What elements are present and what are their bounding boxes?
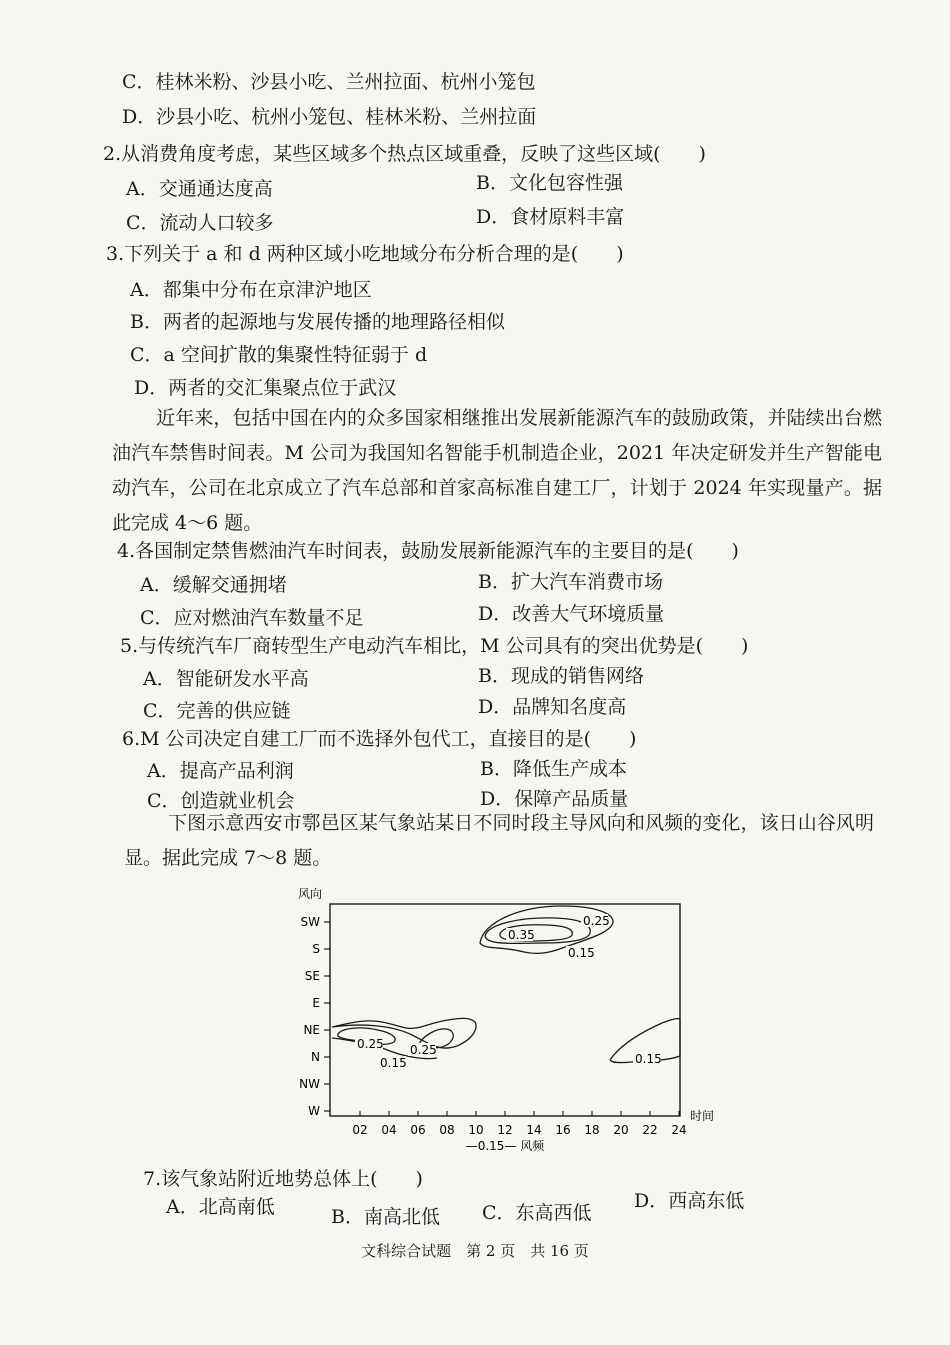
q6-option-b: B．降低生产成本: [480, 758, 627, 780]
q5-option-d: D．品牌知名度高: [478, 696, 627, 718]
contour-labels: [355, 914, 662, 1070]
q5-stem: 5.与传统汽车厂商转型生产电动汽车相比，M 公司具有的突出优势是( ): [120, 635, 749, 657]
contour-label: 0.15: [568, 946, 595, 960]
q6-option-a: A．提高产品利润: [147, 760, 294, 782]
q4-stem: 4.各国制定禁售燃油汽车时间表，鼓励发展新能源汽车的主要目的是( ): [117, 540, 739, 562]
q2-stem: 2.从消费角度考虑，某些区域多个热点区域重叠，反映了这些区域( ): [103, 143, 706, 165]
q4-option-d: D．改善大气环境质量: [478, 603, 665, 625]
q6-option-c: C．创造就业机会: [147, 790, 295, 812]
contour-label: 0.25: [357, 1037, 384, 1051]
q7-option-c: C．东高西低: [482, 1202, 592, 1224]
q3-option-c: C．a 空间扩散的集聚性特征弱于 d: [130, 344, 428, 366]
y-tick-label: E: [312, 996, 320, 1010]
x-tick-label: 02: [352, 1123, 368, 1137]
x-tick-label: 24: [671, 1123, 687, 1137]
q7-option-a: A．北高南低: [166, 1196, 275, 1218]
contour-label: 0.25: [410, 1043, 437, 1057]
wind-frequency-chart: [280, 880, 740, 1155]
q7-option-b: B．南高北低: [331, 1206, 440, 1228]
contour-sw-0.25: [485, 918, 590, 944]
x-tick-label: 06: [410, 1123, 426, 1137]
q2-option-a: A．交通通达度高: [126, 178, 273, 200]
passage-new-energy-vehicles: 近年来，包括中国在内的众多国家相继推出发展新能源汽车的鼓励政策，并陆续出台燃油汽车禁售时间表。M 公司为我国知名智能手机制造企业，2021 年决定研发并生产智能电动汽车，公司在北京成立了汽车总部和首家高标准自建工厂，计划于 2024 年实现量产。据此完成 4～6 题。: [112, 407, 882, 534]
q3-option-a: A．都集中分布在京津沪地区: [130, 279, 372, 301]
x-tick-label: 04: [381, 1123, 397, 1137]
plot-frame: [330, 904, 680, 1116]
q3-stem: 3.下列关于 a 和 d 两种区域小吃地域分布分析合理的是( ): [106, 243, 624, 265]
page-footer: 文科综合试题 第 2 页 共 16 页: [361, 1242, 589, 1260]
q1-option-d: D．沙县小吃、杭州小笼包、桂林米粉、兰州拉面: [122, 106, 537, 128]
chart-legend: —0.15— 风频: [465, 1139, 545, 1153]
q5-option-b: B．现成的销售网络: [478, 665, 644, 687]
passage-wind-chart: 下图示意西安市鄠邑区某气象站某日不同时段主导风向和风频的变化，该日山谷风明显。据此完成 7～8 题。: [124, 812, 874, 869]
contour-ne-0.15-a: [332, 1018, 476, 1048]
q2-option-d: D．食材原料丰富: [476, 206, 625, 228]
q4-option-a: A．缓解交通拥堵: [140, 574, 287, 596]
q4-option-c: C．应对燃油汽车数量不足: [140, 607, 364, 629]
x-tick-label: 08: [439, 1123, 455, 1137]
q1-option-c: C．桂林米粉、沙县小吃、兰州拉面、杭州小笼包: [122, 71, 536, 93]
q7-stem: 7.该气象站附近地势总体上( ): [143, 1168, 423, 1190]
contour-label: 0.25: [583, 914, 610, 928]
y-tick-label: W: [308, 1104, 320, 1118]
q7-option-d: D．西高东低: [634, 1190, 745, 1212]
x-tick-label: 12: [497, 1123, 513, 1137]
x-tick-label: 18: [584, 1123, 600, 1137]
q4-option-b: B．扩大汽车消费市场: [478, 571, 663, 593]
y-tick-label: S: [312, 942, 320, 956]
y-tick-label: NE: [303, 1023, 320, 1037]
q2-option-c: C．流动人口较多: [126, 212, 274, 234]
y-tick-label: SE: [304, 969, 320, 983]
x-tick-label: 16: [555, 1123, 571, 1137]
q6-option-d: D．保障产品质量: [480, 788, 629, 810]
contour-label: 0.15: [380, 1056, 407, 1070]
q3-option-b: B．两者的起源地与发展传播的地理路径相似: [130, 311, 505, 333]
q2-option-b: B．文化包容性强: [476, 172, 623, 194]
q5-option-c: C．完善的供应链: [143, 700, 291, 722]
contour-label: 0.15: [635, 1052, 662, 1066]
q6-stem: 6.M 公司决定自建工厂而不选择外包代工，直接目的是( ): [122, 728, 637, 750]
x-tick-label: 22: [642, 1123, 658, 1137]
y-axis-label: 风向: [297, 887, 323, 901]
x-tick-label: 14: [526, 1123, 542, 1137]
contour-label: 0.35: [508, 928, 535, 942]
y-tick-label: SW: [300, 915, 320, 929]
y-tick-label: NW: [299, 1077, 320, 1091]
x-tick-label: 20: [613, 1123, 629, 1137]
y-tick-label: N: [311, 1050, 320, 1064]
q3-option-d: D．两者的交汇集聚点位于武汉: [134, 377, 397, 399]
x-tick-label: 10: [468, 1123, 484, 1137]
q5-option-a: A．智能研发水平高: [143, 668, 309, 690]
x-axis-label: 时间: [690, 1109, 715, 1123]
